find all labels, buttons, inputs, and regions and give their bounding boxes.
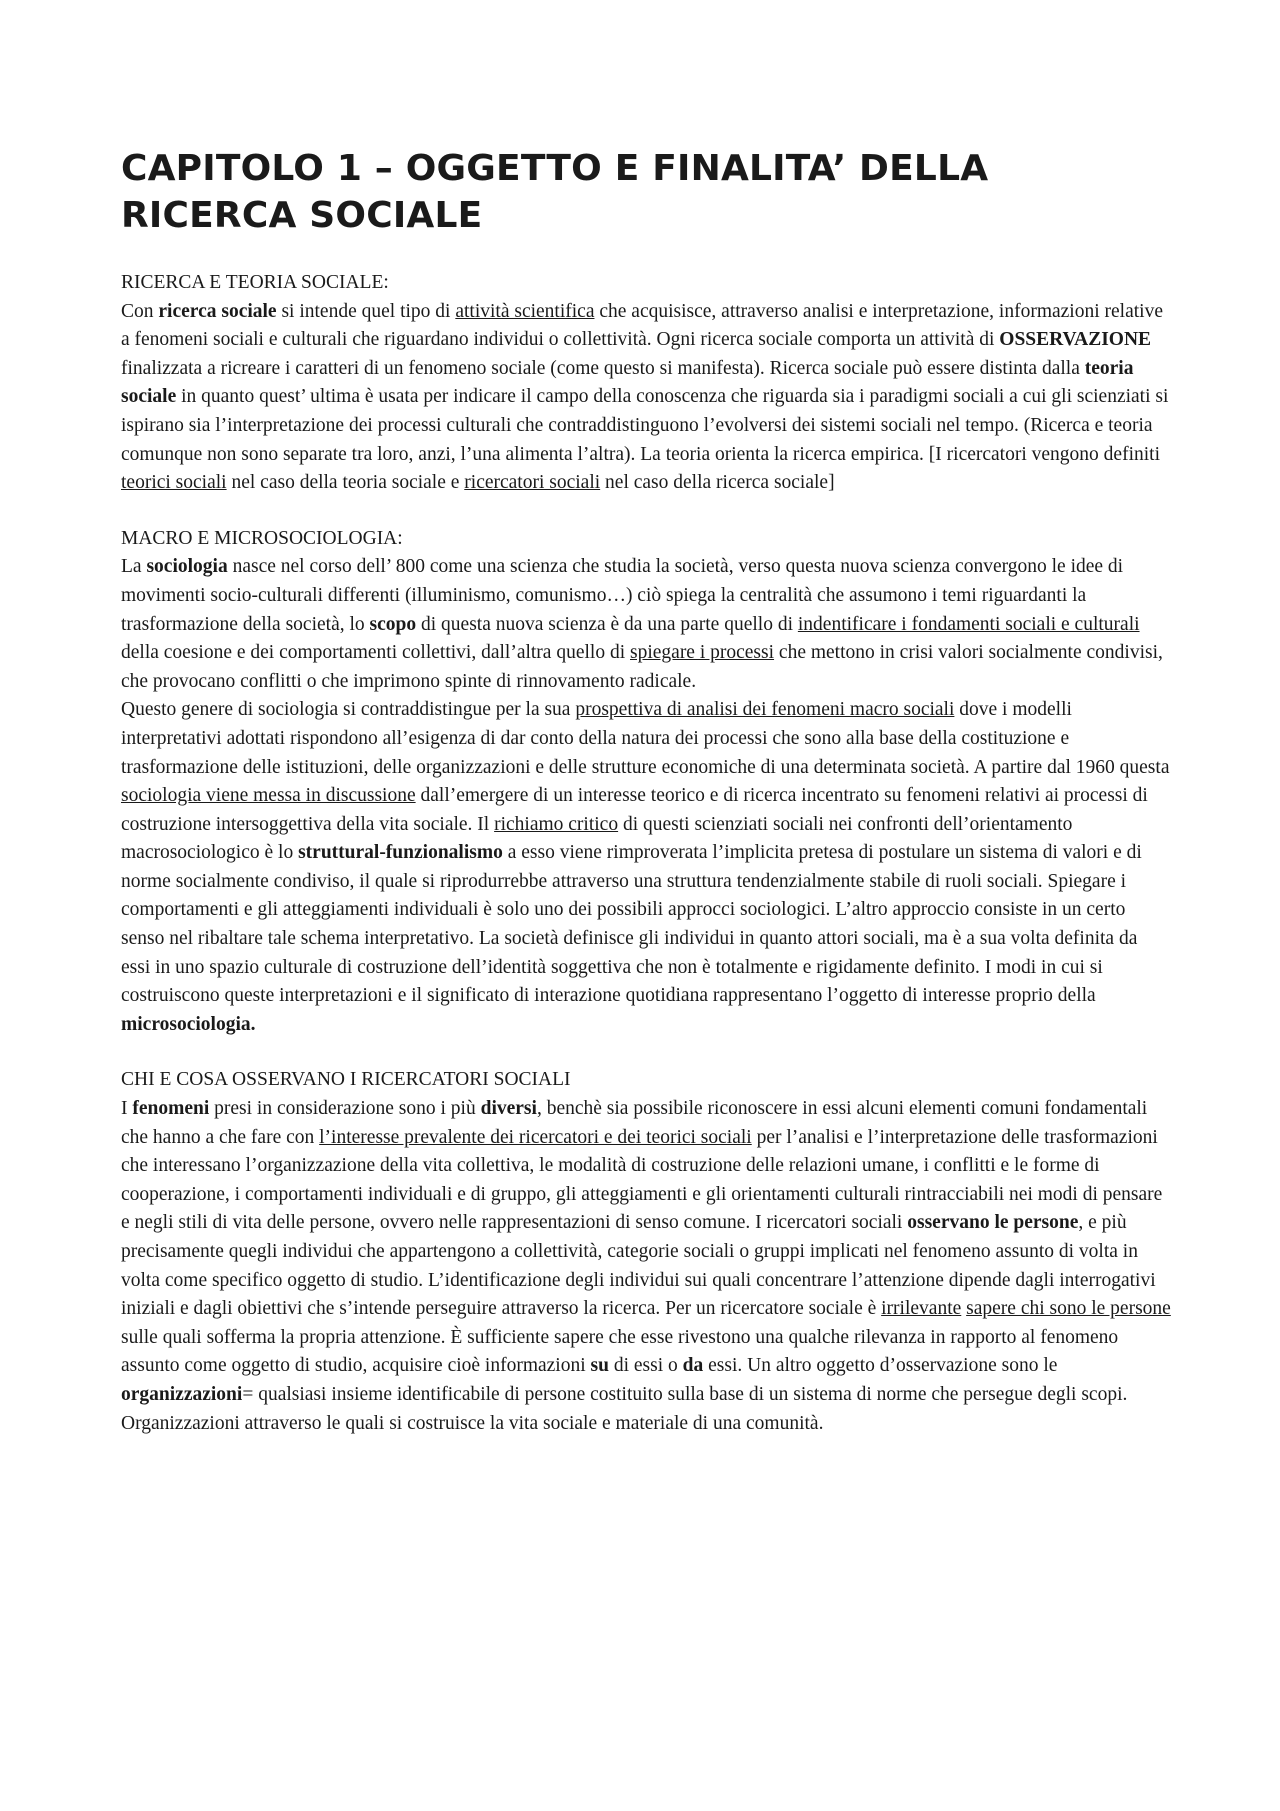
- text-run: nasce nel corso dell’ 800 come una scienza che studia la società, verso questa nuova scienza convergono le idee di movimenti socio-culturali differenti (illuminismo, comunismo…) ciò spiega la centralità che assumono i temi riguardanti la trasformazione della società, lo: [121, 556, 1124, 635]
- bold-term: microsociologia.: [121, 1013, 256, 1035]
- underlined-term: irrilevante: [881, 1298, 962, 1320]
- bold-term: ricerca sociale: [158, 300, 277, 322]
- chapter-title-line-2: RICERCA SOCIALE: [121, 195, 483, 236]
- section-macro-micro: [121, 525, 1171, 1040]
- paragraph: [121, 298, 1171, 498]
- bold-term: osservano le persone: [907, 1212, 1079, 1234]
- text-run: La: [121, 556, 147, 578]
- bold-term: OSSERVAZIONE: [999, 329, 1152, 351]
- text-run: si intende quel tipo di: [276, 300, 456, 322]
- underlined-term: attività scientifica: [455, 300, 595, 322]
- bold-term: organizzazioni: [121, 1383, 243, 1405]
- text-run: I: [121, 1098, 133, 1120]
- bold-term: struttural-funzionalismo: [298, 842, 503, 864]
- text-run: nel caso della teoria sociale e: [226, 472, 465, 494]
- bold-term: diversi: [480, 1098, 537, 1120]
- underlined-term: prospettiva di analisi dei fenomeni macro sociali: [575, 699, 955, 721]
- bold-term: teoria sociale: [121, 357, 1134, 408]
- underlined-term: l’interesse prevalente dei ricercatori e dei teorici sociali: [319, 1126, 752, 1148]
- text-run: sulle quali sofferma la propria attenzione. È sufficiente sapere che esse rivestono una qualche rilevanza in rapporto al fenomeno assunto come oggetto di studio, acquisire cioè informazioni: [121, 1326, 1119, 1377]
- text-run: dove i modelli interpretativi adottati rispondono all’esigenza di dar conto della natura dei processi che sono alla base della costituzione e trasformazione delle istituzioni, delle organizzazioni e delle strutture economiche di una determinata società. A partire dal 1960 questa: [121, 699, 1170, 778]
- bold-term: da: [682, 1355, 704, 1377]
- text-run: , benchè sia possibile riconoscere in essi alcuni elementi comuni fondamentali che hanno a che fare con: [121, 1098, 1148, 1148]
- underlined-term: richiamo critico: [494, 813, 619, 835]
- section-chi-cosa-osservano: [121, 1066, 1171, 1438]
- underlined-term: sapere chi sono le persone: [966, 1298, 1171, 1320]
- text-run: essi. Un altro oggetto d’osservazione sono le: [703, 1355, 1058, 1377]
- bold-term: su: [590, 1355, 609, 1377]
- section-heading: RICERCA E TEORIA SOCIALE:: [121, 272, 389, 293]
- text-run: Con: [121, 300, 159, 322]
- text-run: , e più precisamente quegli individui che appartengono a collettività, categorie sociali o gruppi implicati nel fenomeno assunto di volta in volta come specifico oggetto di studio. L’identificazione degli individui sui quali concentrare l’attenzione dipende dagli interrogativi iniziali e dagli obiettivi che s’intende perseguire attraverso la ricerca. Per un ricercatore sociale è: [121, 1212, 1156, 1320]
- section-heading: MACRO E MICROSOCIOLOGIA:: [121, 527, 403, 549]
- section-heading: CHI E COSA OSSERVANO I RICERCATORI SOCIALI: [121, 1069, 571, 1091]
- text-run: finalizzata a ricreare i caratteri di un fenomeno sociale (come questo si manifesta). Ricerca sociale può essere distinta dalla: [121, 357, 1085, 379]
- document-page: [121, 145, 1171, 1465]
- text-run: in quanto quest’ ultima è usata per indicare il campo della conoscenza che riguarda sia i paradigmi sociali a cui gli scienziati si ispirano sia l’interpretazione dei processi culturali che contraddistinguono l’evolversi dei sistemi sociali nel tempo. (Ricerca e teoria comunque non sono separate tra loro, anzi, l’una alimenta l’altra). La teoria orienta la ricerca empirica. [I ricercatori vengono definiti: [121, 386, 1169, 465]
- text-run: dall’emergere di un interesse teorico e di ricerca incentrato su fenomeni relativi ai processi di costruzione intersoggettiva della vita sociale. Il: [121, 785, 1148, 835]
- paragraph: [121, 553, 1171, 696]
- text-run: Questo genere di sociologia si contraddistingue per la sua: [121, 699, 576, 721]
- bold-term: fenomeni: [132, 1098, 210, 1120]
- text-run: per l’analisi e l’interpretazione delle trasformazioni che interessano l’organizzazione della vita collettiva, le modalità di costruzione delle relazioni umane, i conflitti e le forme di cooperazione, i comportamenti individuali e di gruppo, gli atteggiamenti e gli orientamenti culturali rintracciabili nei modi di pensare e negli stili di vita delle persone, ovvero nelle rappresentazioni di senso comune. I ricercatori sociali: [121, 1126, 1163, 1234]
- underlined-term: spiegare i processi: [630, 642, 775, 664]
- chapter-title-line-1: CAPITOLO 1 – OGGETTO E FINALITA’ DELLA: [121, 148, 989, 189]
- text-run: di questa nuova scienza è da una parte quello di: [416, 613, 798, 635]
- text-run: a esso viene rimproverata l’implicita pretesa di postulare un sistema di valori e di norme socialmente condiviso, il quale si riprodurrebbe attraverso una struttura tendenzialmente stabile di ruoli sociali. Spiegare i comportamenti e gli atteggiamenti individuali è solo uno dei possibili approcci sociologici. L’altro approccio consiste in un certo senso nel ribaltare tale schema interpretativo. La società definisce gli individui in quanto attori sociali, ma è a sua volta definita da essi in uno spazio culturale di costruzione dell’identità soggettiva che non è totalmente e rigidamente definito. I modi in cui si costruiscono queste interpretazioni e il significato di interazione quotidiana rappresentano l’oggetto di interesse proprio della: [121, 842, 1142, 1007]
- underlined-term: teorici sociali: [121, 472, 227, 494]
- text-run: presi in considerazione sono i più: [209, 1098, 481, 1120]
- underlined-term: indentificare i fondamenti sociali e culturali: [797, 613, 1140, 635]
- chapter-title: [121, 145, 1171, 239]
- section-ricerca-teoria: [121, 269, 1171, 498]
- underlined-term: sociologia viene messa in discussione: [121, 785, 416, 807]
- paragraph: [121, 696, 1171, 1039]
- text-run: di questi scienziati sociali nei confronti dell’orientamento macrosociologico è lo: [121, 813, 1073, 864]
- underlined-term: ricercatori sociali: [464, 472, 601, 494]
- text-run: = qualsiasi insieme identificabile di persone costituito sulla base di un sistema di norme che persegue degli scopi. Organizzazioni attraverso le quali si costruisce la vita sociale e materiale di una comunità.: [121, 1383, 1128, 1434]
- bold-term: scopo: [369, 613, 417, 635]
- text-run: di essi o: [608, 1355, 683, 1377]
- text-run: della coesione e dei comportamenti collettivi, dall’altra quello di: [121, 642, 630, 664]
- text-run: che acquisisce, attraverso analisi e interpretazione, informazioni relative a fenomeni sociali e culturali che riguardano individui o collettività. Ogni ricerca sociale comporta un attività di: [121, 300, 1163, 351]
- text-run: che mettono in crisi valori socialmente condivisi, che provocano conflitti o che imprimono spinte di rinnovamento radicale.: [121, 642, 1163, 692]
- bold-term: sociologia: [146, 556, 228, 578]
- text-run: nel caso della ricerca sociale]: [600, 472, 835, 494]
- paragraph: [121, 1095, 1171, 1438]
